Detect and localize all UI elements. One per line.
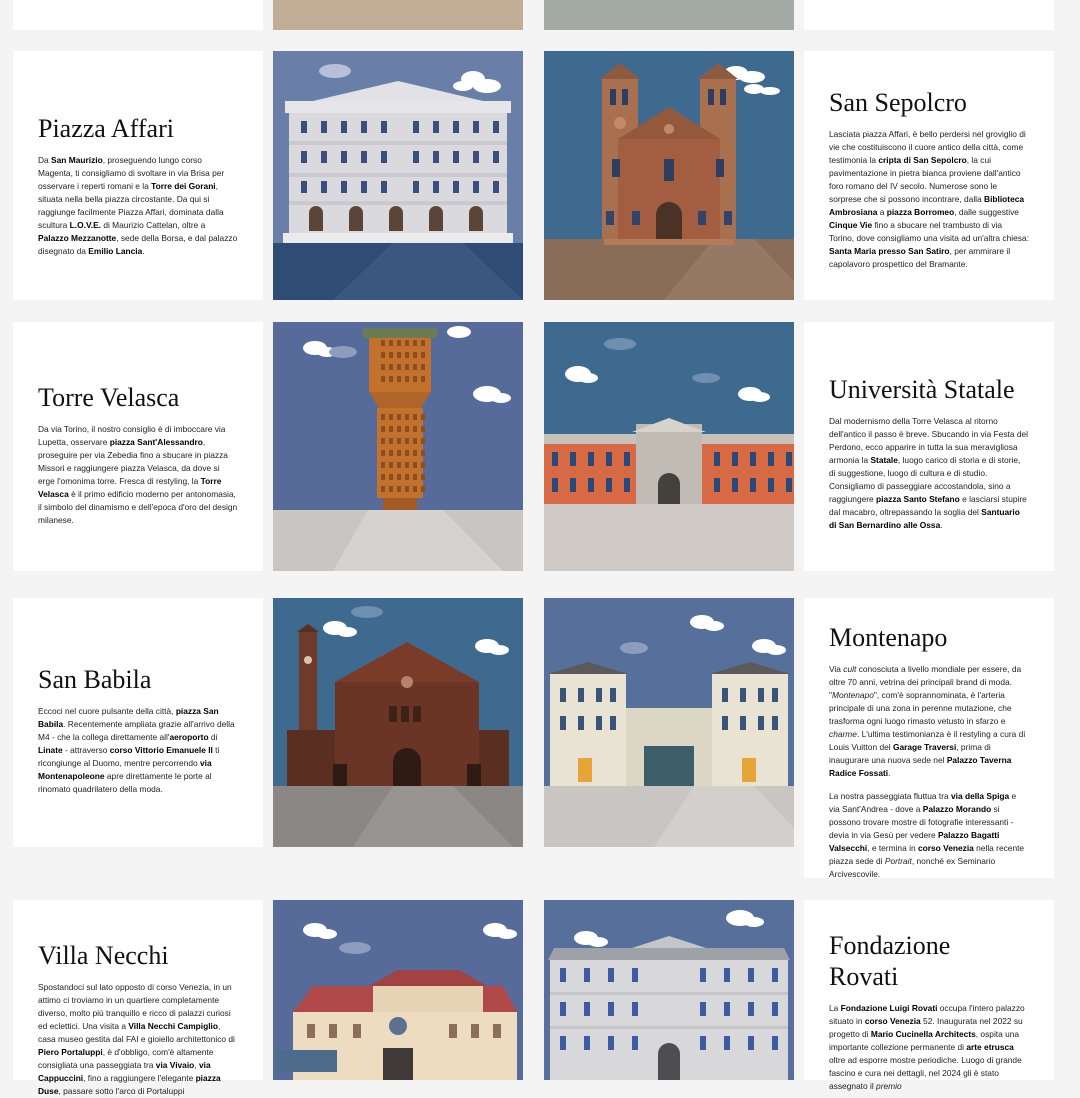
illustration-fondazione-rovati [544,900,794,1080]
card-villa-necchi [13,900,263,1096]
top-partial-left-card [13,0,263,30]
card-paragraph: Eccoci nel cuore pulsante della città, piazza San Babila. Recentemente ampliata grazie all'arrivo della M4 - che la collega direttamente all'aeroporto di Linate - attraverso corso Vittorio Emanuele II ti ricongiunge al Duomo, mentre percorrendo via Montenapoleone apre direttamente le porte al rinomato quadrilatero della moda. [38,706,235,794]
illustration-villa-necchi [273,900,523,1080]
card-title: Torre Velasca [38,383,180,412]
card-body [38,423,238,527]
card-title: Montenapo [829,623,948,652]
top-partial-illustration-1 [273,0,523,30]
card-body [38,981,238,1098]
card-universita-statale [804,322,1054,571]
illustration-universita-statale [544,322,794,571]
card-body [829,1002,1029,1093]
card-body [38,154,238,258]
top-partial-right-card [804,0,1054,30]
card-title: Piazza Affari [38,114,174,143]
card-body [829,415,1029,532]
card-san-babila [13,598,263,847]
illustration-san-sepolcro [544,51,794,300]
card-paragraph: Spostandoci sul lato opposto di corso Venezia, in un attimo ci troviamo in un quartiere completamente diverso, molto più tranquillo e ricco di palazzi curiosi ed eclettici. Una visita a Villa Necchi Campiglio, casa museo gestita dal FAI e gioiello architettonico di Piero Portaluppi, è d'obbligo, com'è altamente consigliata una passeggiata tra via Vivaio, via Cappuccini, fino a raggiungere l'elegante piazza Duse, passare sotto l'arco di Portaluppi [38,982,235,1096]
card-paragraph: Via cult conosciuta a livello mondiale per essere, da oltre 70 anni, vetrina dei principali brand di moda. "Montenapo", com'è soprannominata, è l'arteria principale di una zona in perenne mutazione, che trasforma ogni luogo rimasto vetusto in sfarzo e charme. L'ultima testimonianza è il restyling a cura di Louis Vuitton del Garage Traversi, prima di inaugurare una nuova sede nel Palazzo Taverna Radice Fossati. [829,664,1026,778]
card-torre-velasca [13,322,263,571]
card-body [829,128,1029,271]
card-title: San Babila [38,665,152,694]
card-title: Fondazione Rovati [829,931,951,991]
card-body [829,663,1029,881]
card-paragraph: Da San Maurizio, proseguendo lungo corso Magenta, ti consigliamo di svoltare in via Brisa per osservare i reperti romani e la Torre dei Gorani, situata nella bella piazza circostante. Da qui si raggiunge facilmente Piazza Affari, dominata dalla scultura L.O.V.E. di Maurizio Cattelan, oltre a Palazzo Mezzanotte, sede della Borsa, e dal palazzo disegnato da Emilio Lancia. [38,155,238,256]
card-san-sepolcro [804,51,1054,300]
card-montenapo [804,598,1054,878]
card-paragraph: Da via Torino, il nostro consiglio è di imboccare via Lupetta, osservare piazza Sant'Alessandro, proseguire per via Zebedia fino a sbucare in piazza Missori e raggiungere piazza Velasca, da dove si erge l'omonima torre. Fresca di restyling, la Torre Velasca è il primo edificio moderno per antonomasia, il simbolo del dinamismo e dell'epoca d'oro del design milanese. [38,424,238,525]
card-paragraph: Dal modernismo della Torre Velasca al ritorno dell'antico il passo è breve. Sbucando in via Festa del Perdono, ecco apparire in tutta la sua meravigliosa armonia la Statale, luogo carico di storia e di storie, di suggestione, luogo di cultura e di studio. Consigliamo di passeggiare accostandola, sino a raggiungere piazza Santo Stefano e lasciarsi stupire dal macabro, oltrepassando la soglia del Santuario di San Bernardino alle Ossa. [829,416,1028,530]
card-title: Villa Necchi [38,941,169,970]
illustration-montenapo [544,598,794,847]
card-title: Università Statale [829,375,1015,404]
illustration-piazza-affari [273,51,523,300]
card-body [38,705,238,796]
illustration-san-babila [273,598,523,847]
illustration-torre-velasca [273,322,523,571]
card-paragraph: La nostra passeggiata fluttua tra via della Spiga e via Sant'Andrea - dove a Palazzo Morando si possono trovare mostre di fotografie interessanti - devia in via Gesù per vedere Palazzo Bagatti Valsecchi, e termina in corso Venezia nella recente piazza sede di Portrait, nonché ex Seminario Arcivescovile. [829,791,1025,879]
card-title: San Sepolcro [829,88,967,117]
card-paragraph: Lasciata piazza Affari, è bello perdersi nel groviglio di vie che costituiscono il cuore antico della città, come testimonia la cripta di San Sepolcro, la cui pavimentazione in pietra bianca proviene dall'antico foro romano del IV secolo. Numerose sono le sorprese che si possono incontrare, dalla Biblioteca Ambrosiana a piazza Borromeo, dalle suggestive Cinque Vie fino a sbucare nel trambusto di via Torino, dove consigliamo una visita ad un'altra chiesa: Santa Maria presso San Satiro, per ammirare il capolavoro prospettico del Bramante. [829,129,1029,269]
top-partial-illustration-2 [544,0,794,30]
card-piazza-affari [13,51,263,300]
card-fondazione-rovati [804,900,1054,1091]
card-paragraph: La Fondazione Luigi Rovati occupa l'intero palazzo situato in corso Venezia 52. Inaugurata nel 2022 su progetto di Mario Cucinella Architects, ospita una importante collezione permanente di arte etrusca oltre ad esporre mostre periodiche. Luogo di grande fascino e cura nei dettagli, nel 2024 gli è stato assegnato il premio [829,1003,1025,1091]
